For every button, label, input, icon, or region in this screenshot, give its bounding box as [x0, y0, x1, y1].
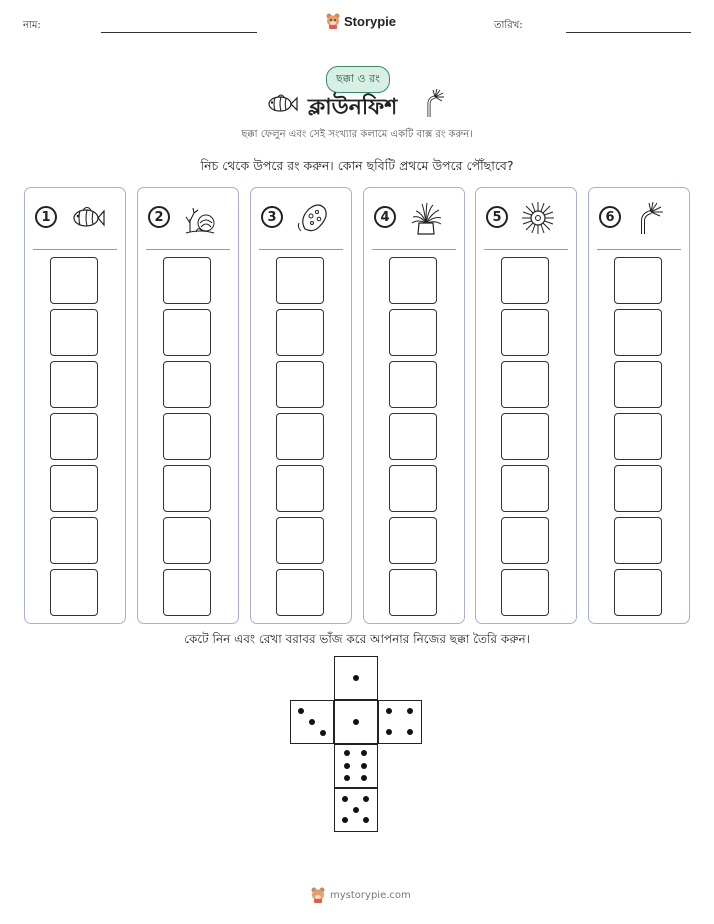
footer-url: mystorypie.com	[330, 889, 411, 901]
instruction-text: নিচ থেকে উপরে রং করুন। কোন ছবিটি প্রথমে উপরে পৌঁছাবে?	[200, 158, 514, 173]
color-box[interactable]	[276, 361, 324, 408]
color-box[interactable]	[50, 413, 98, 460]
date-line[interactable]	[566, 32, 691, 33]
column-number: 6	[599, 206, 621, 228]
footer	[311, 887, 411, 903]
color-box[interactable]	[163, 517, 211, 564]
dice-pip	[363, 817, 369, 823]
dice-pip	[342, 817, 348, 823]
color-box[interactable]	[50, 257, 98, 304]
color-box[interactable]	[276, 465, 324, 512]
dice-pip	[344, 763, 350, 769]
column-1	[24, 187, 126, 624]
dice-face-4	[378, 700, 422, 744]
dice-pip	[363, 796, 369, 802]
column-divider	[597, 249, 681, 250]
color-box[interactable]	[501, 361, 549, 408]
color-box[interactable]	[163, 465, 211, 512]
color-box[interactable]	[276, 413, 324, 460]
color-box[interactable]	[501, 309, 549, 356]
color-box[interactable]	[50, 465, 98, 512]
color-box[interactable]	[276, 517, 324, 564]
color-box[interactable]	[163, 569, 211, 616]
color-box[interactable]	[614, 257, 662, 304]
color-box[interactable]	[163, 257, 211, 304]
bear-logo-icon	[326, 13, 340, 29]
column-number: 2	[148, 206, 170, 228]
color-box[interactable]	[50, 309, 98, 356]
column-2	[137, 187, 239, 624]
column-divider	[484, 249, 568, 250]
clownfish-icon	[69, 201, 105, 235]
color-box[interactable]	[501, 413, 549, 460]
column-number: 1	[35, 206, 57, 228]
dice-face-1	[334, 700, 378, 744]
dice-pip	[407, 708, 413, 714]
color-box[interactable]	[163, 309, 211, 356]
color-box[interactable]	[389, 309, 437, 356]
brand-name: Storypie	[344, 13, 397, 29]
column-number: 3	[261, 206, 283, 228]
column-divider	[259, 249, 343, 250]
dice-face-5	[334, 788, 378, 832]
dice-pip	[353, 675, 359, 681]
dice-pip	[361, 775, 367, 781]
color-box[interactable]	[276, 569, 324, 616]
cut-instruction: কেটে নিন এবং রেখা বরাবর ভাঁজ করে আপনার নিজের ছক্কা তৈরি করুন।	[184, 632, 530, 646]
dice-pip	[361, 750, 367, 756]
color-box[interactable]	[389, 569, 437, 616]
dice-pip	[386, 729, 392, 735]
subtitle: ছক্কা ফেলুন এবং সেই সংখ্যার কলামে একটি বাক্স রং করুন।	[241, 129, 473, 140]
color-box[interactable]	[614, 465, 662, 512]
tube-worm-icon	[633, 201, 669, 235]
color-box[interactable]	[614, 517, 662, 564]
sea-urchin-icon	[520, 201, 556, 235]
dice-pip	[320, 730, 326, 736]
dice-pip	[353, 719, 359, 725]
dice-pip	[344, 775, 350, 781]
dice-pip	[309, 719, 315, 725]
color-box[interactable]	[163, 361, 211, 408]
name-label: নাম:	[23, 20, 41, 31]
dice-pip	[386, 708, 392, 714]
color-box[interactable]	[501, 517, 549, 564]
date-label: তারিখ:	[494, 20, 523, 31]
coral-icon	[182, 201, 218, 235]
sea-anemone-icon	[408, 201, 444, 235]
color-box[interactable]	[389, 257, 437, 304]
color-box[interactable]	[163, 413, 211, 460]
color-box[interactable]	[614, 309, 662, 356]
color-box[interactable]	[501, 569, 549, 616]
dice-pip	[361, 763, 367, 769]
color-box[interactable]	[389, 517, 437, 564]
dice-face-3	[290, 700, 334, 744]
color-box[interactable]	[501, 465, 549, 512]
column-divider	[372, 249, 456, 250]
color-box[interactable]	[389, 361, 437, 408]
tube-worm-title-icon	[424, 88, 448, 118]
column-3	[250, 187, 352, 624]
brand-logo	[326, 13, 396, 29]
dice-pip	[342, 796, 348, 802]
color-box[interactable]	[50, 361, 98, 408]
column-divider	[146, 249, 230, 250]
dice-face-1	[334, 656, 378, 700]
color-box[interactable]	[614, 413, 662, 460]
dice-pip	[407, 729, 413, 735]
color-box[interactable]	[276, 309, 324, 356]
column-number: 5	[486, 206, 508, 228]
color-box[interactable]	[614, 361, 662, 408]
color-box[interactable]	[50, 517, 98, 564]
column-5	[475, 187, 577, 624]
dice-pip	[298, 708, 304, 714]
column-number: 4	[374, 206, 396, 228]
color-box[interactable]	[614, 569, 662, 616]
bear-footer-icon	[311, 887, 325, 903]
color-box[interactable]	[50, 569, 98, 616]
sea-sponge-icon	[295, 201, 331, 235]
color-box[interactable]	[389, 465, 437, 512]
dice-face-6	[334, 744, 378, 788]
name-line[interactable]	[101, 32, 257, 33]
dice-pip	[353, 807, 359, 813]
clownfish-title-icon	[264, 93, 298, 115]
page-title: ক্লাউনফিশ	[308, 95, 398, 120]
column-6	[588, 187, 690, 624]
color-box[interactable]	[276, 257, 324, 304]
color-box[interactable]	[501, 257, 549, 304]
column-4	[363, 187, 465, 624]
dice-pip	[344, 750, 350, 756]
activity-badge: ছক্কা ও রং	[326, 66, 390, 93]
column-divider	[33, 249, 117, 250]
color-box[interactable]	[389, 413, 437, 460]
